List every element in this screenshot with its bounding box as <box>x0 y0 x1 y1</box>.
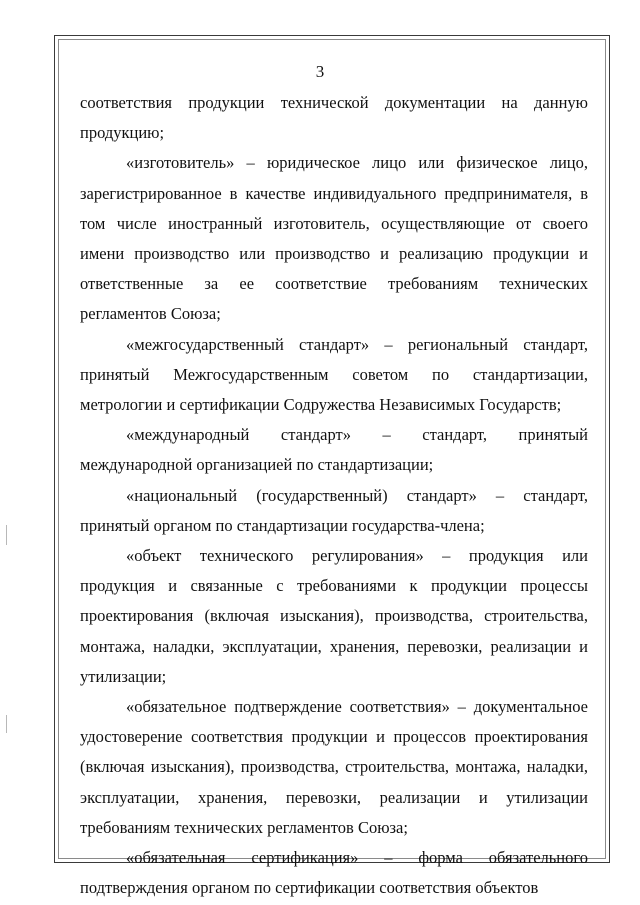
paragraph: «объект технического регулирования» – продукция или продукция и связанные с требованиями к продукции процессы проектирования (включая изыскания), производства, строительства, монтажа, наладки, эксплуатации, хранения, перевозки, реализации и утилизации; <box>80 546 588 686</box>
document-body <box>80 88 588 903</box>
margin-scan-mark <box>6 525 7 545</box>
margin-scan-mark <box>6 715 7 733</box>
paragraph: «обязательная сертификация» – форма обязательного подтверждения органом по сертификации соответствия объектов <box>80 848 588 898</box>
paragraph: «обязательное подтверждение соответствия» – документальное удостоверение соответствия продукции и процессов проектирования (включая изыскания), производства, строительства, монтажа, наладки, эксплуатации, хранения, перевозки, реализации и утилизации требованиям технических регламентов Союза; <box>80 697 588 837</box>
paragraph: «межгосударственный стандарт» – региональный стандарт, принятый Межгосударственным советом по стандартизации, метрологии и сертификации Содружества Независимых Государств; <box>80 334 588 415</box>
paragraph: «изготовитель» – юридическое лицо или физическое лицо, зарегистрированное в качестве индивидуального предпринимателя, в том числе иностранный изготовитель, осуществляющие от своего имени производство или производство и реализацию продукции и ответственные за ее соответствие требованиям технических регламентов Союза; <box>80 153 588 324</box>
page-number: 3 <box>315 62 325 81</box>
paragraph: соответствия продукции технической документации на данную продукцию; <box>80 93 588 143</box>
paragraph: «международный стандарт» – стандарт, принятый международной организацией по стандартизации; <box>80 425 588 475</box>
paragraph: «национальный (государственный) стандарт» – стандарт, принятый органом по стандартизации государства-члена; <box>80 485 588 535</box>
